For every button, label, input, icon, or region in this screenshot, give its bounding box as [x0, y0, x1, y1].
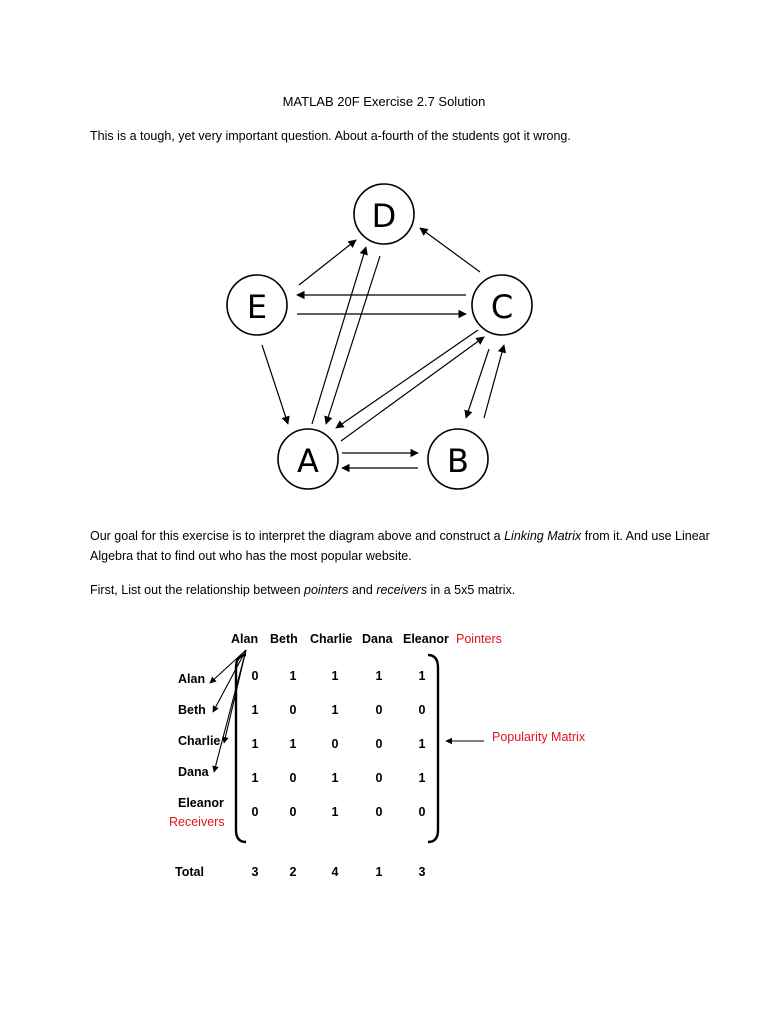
- pointer-arrows: [210, 650, 246, 772]
- row-label-alan: Alan: [178, 672, 206, 686]
- matrix-cell: 0: [375, 703, 383, 717]
- matrix-cell: 1: [251, 703, 259, 717]
- matrix-cell: 1: [251, 737, 259, 751]
- matrix-cell: 1: [251, 771, 259, 785]
- row-label-beth: Beth: [178, 703, 206, 717]
- matrix-cell: 0: [289, 805, 297, 819]
- row-label-charlie: Charlie: [178, 734, 221, 748]
- total-label: Total: [175, 865, 204, 879]
- goal-text-2: from it. And use Linear Algebra that to find out who has the most popular website.: [90, 529, 710, 563]
- node-c-label: C: [490, 288, 514, 326]
- matrix-cell: 0: [375, 737, 383, 751]
- popularity-matrix-label: Popularity Matrix: [492, 730, 586, 744]
- matrix-cell: 0: [251, 805, 259, 819]
- col-header-dana: Dana: [362, 632, 393, 646]
- receivers-label: Receivers: [169, 815, 225, 829]
- matrix-cell: 1: [375, 669, 383, 683]
- matrix-cell: 1: [331, 703, 339, 717]
- first-emphasis-pointers: pointers: [304, 583, 349, 597]
- total-cell: 3: [251, 865, 259, 879]
- matrix-cell: 0: [289, 771, 297, 785]
- matrix-cell: 0: [375, 771, 383, 785]
- matrix-cell: 1: [331, 805, 339, 819]
- matrix-cell: 0: [375, 805, 383, 819]
- total-cell: 3: [418, 865, 426, 879]
- row-label-eleanor: Eleanor: [178, 796, 224, 810]
- matrix-cell: 1: [289, 669, 297, 683]
- col-header-beth: Beth: [270, 632, 298, 646]
- node-a-label: A: [297, 442, 319, 480]
- matrix-cell: 0: [331, 737, 339, 751]
- total-cell: 2: [289, 865, 297, 879]
- first-emphasis-receivers: receivers: [376, 583, 428, 597]
- intro-paragraph: This is a tough, yet very important question. About a-fourth of the students got it wrong.: [90, 129, 571, 143]
- total-cell: 1: [375, 865, 383, 879]
- row-label-dana: Dana: [178, 765, 209, 779]
- matrix-cell: 1: [331, 771, 339, 785]
- pointers-label: Pointers: [456, 632, 502, 646]
- goal-emphasis: Linking Matrix: [504, 529, 582, 543]
- node-e-label: E: [246, 288, 268, 326]
- first-text-1: First, List out the relationship between: [90, 583, 305, 597]
- col-header-alan: Alan: [231, 632, 259, 646]
- first-text-2: and: [348, 583, 377, 597]
- matrix-cell: 0: [418, 805, 426, 819]
- matrix-cell: 1: [331, 669, 339, 683]
- col-header-charlie: Charlie: [310, 632, 353, 646]
- matrix-cell: 1: [418, 771, 426, 785]
- matrix-cell: 0: [418, 703, 426, 717]
- page-title: MATLAB 20F Exercise 2.7 Solution: [282, 94, 486, 109]
- node-b-label: B: [447, 442, 469, 480]
- matrix-cell: 0: [251, 669, 259, 683]
- first-text-3: in a 5x5 matrix.: [427, 583, 516, 597]
- total-cell: 4: [331, 865, 339, 879]
- col-header-eleanor: Eleanor: [403, 632, 449, 646]
- matrix-cell: 1: [289, 737, 297, 751]
- matrix-cell: 0: [289, 703, 297, 717]
- matrix-cell: 1: [418, 669, 426, 683]
- goal-text-1: Our goal for this exercise is to interpret the diagram above and construct a: [90, 529, 505, 543]
- matrix-cell: 1: [418, 737, 426, 751]
- node-d-label: D: [371, 197, 397, 235]
